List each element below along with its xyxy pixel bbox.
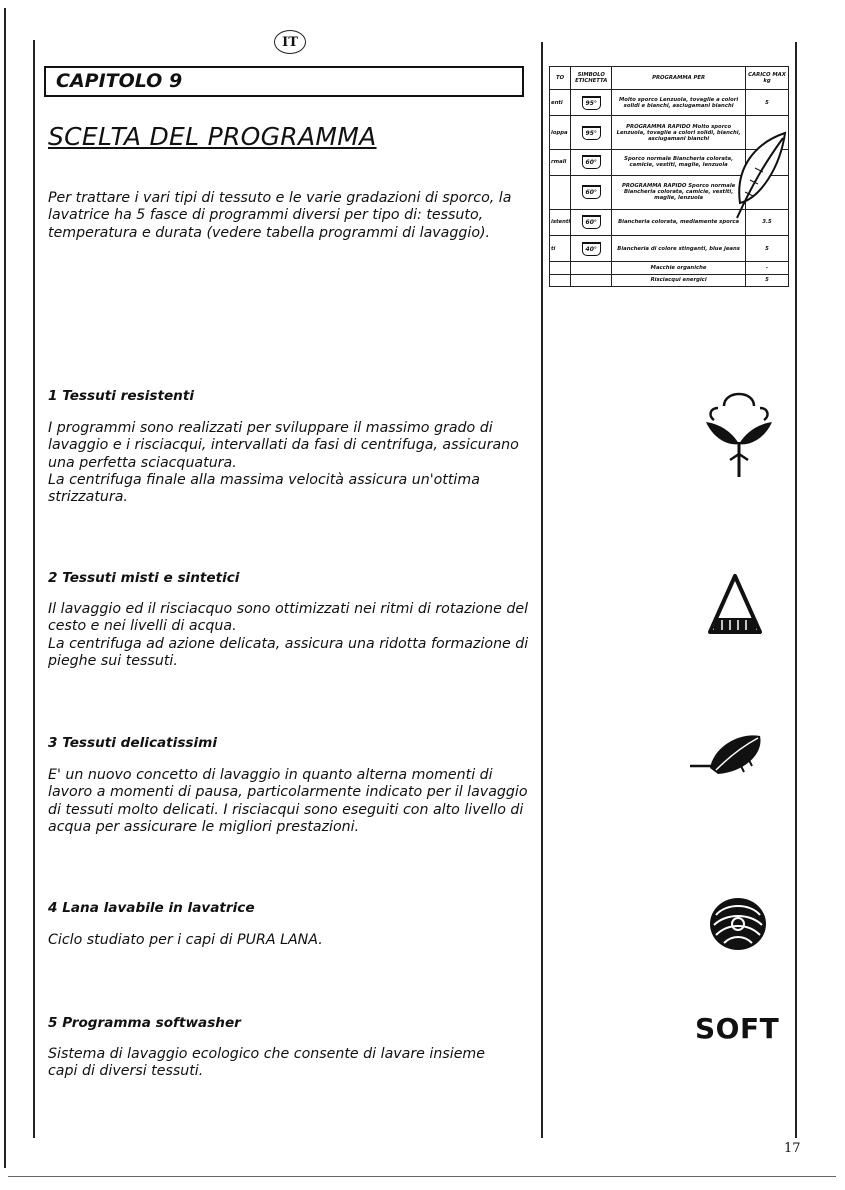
wash-tub-icon: 60° (582, 185, 601, 199)
table-cell-label: istenti (550, 209, 571, 235)
table-cell-label (550, 262, 571, 274)
section-3-paragraph-1: E' un nuovo concetto di lavaggio in quanto alterna momenti di lavoro a momenti di pausa, particolarmente indicato per il lavaggio di tessuti molto delicati. I risciacqui sono eseguiti con alto livello di acqua per assicurare le migliori prestazioni. (48, 767, 528, 836)
left-column-rule (33, 40, 35, 1138)
table-cell-symbol (571, 274, 612, 286)
table-row (550, 235, 789, 261)
section-2-paragraph-1: Il lavaggio ed il risciacquo sono ottimizzati nei ritmi di rotazione del cesto e nei livelli di acqua. (48, 601, 529, 635)
table-cell-program: Risciacqui energici (612, 274, 746, 286)
section-1-paragraph-2: La centrifuga finale alla massima velocità assicura un'ottima strizzatura. (48, 472, 480, 506)
table-cell-program: PROGRAMMA RAPIDO Sporco normale Biancheria colorata, camicie, vestiti, maglie, lenzuola (612, 176, 746, 209)
table-cell-program: Biancheria colorata, mediamente sporca (612, 209, 746, 235)
table-header-cell: PROGRAMMA PER (612, 67, 746, 90)
table-header-cell: SIMBOLO ETICHETTA (571, 67, 612, 90)
section-4-paragraph-1: Ciclo studiato per i capi di PURA LANA. (48, 932, 323, 948)
table-cell-symbol (571, 90, 612, 116)
table-cell-label: ioppa (550, 116, 571, 149)
table-cell-load: 5 (746, 90, 789, 116)
table-cell-load: - (746, 262, 789, 274)
wool-skein-icon (706, 895, 770, 953)
bottom-rule (8, 1176, 836, 1177)
table-cell-load: 5 (746, 235, 789, 261)
table-cell-symbol (571, 262, 612, 274)
page-number: 17 (784, 1141, 801, 1156)
table-cell-load: 5 (746, 274, 789, 286)
table-cell-symbol (571, 116, 612, 149)
wash-tub-icon: 40° (582, 242, 601, 256)
table-row (550, 90, 789, 116)
cotton-flower-icon (700, 382, 778, 482)
table-cell-label: rmali (550, 149, 571, 175)
section-heading-5: 5 Programma softwasher (48, 1015, 241, 1031)
wash-tub-icon: 60° (582, 215, 601, 229)
table-cell-program: Sporco normale Biancheria colorata, camicie, vestiti, maglie, lenzuola (612, 149, 746, 175)
table-cell-symbol (571, 235, 612, 261)
section-heading-4: 4 Lana lavabile in lavatrice (48, 900, 255, 916)
wash-tub-icon: 95° (582, 126, 601, 140)
chapter-heading: CAPITOLO 9 (44, 66, 524, 97)
table-cell-symbol (571, 149, 612, 175)
table-header-row (550, 67, 789, 90)
table-header-cell: CARICO MAX kg (746, 67, 789, 90)
table-cell-symbol (571, 176, 612, 209)
table-row (550, 262, 789, 274)
section-heading-3: 3 Tessuti delicatissimi (48, 735, 218, 751)
section-heading-2: 2 Tessuti misti e sintetici (48, 570, 240, 586)
table-cell-program: Molto sporco Lenzuola, tovaglie a colori solidi e bianchi, asciugamani bianchi (612, 90, 746, 116)
intro-paragraph: Per trattare i vari tipi di tessuto e le varie gradazioni di sporco, la lavatrice ha 5 fasce di programmi diversi per tipo di: tessuto, temperatura e durata (vedere tabella programmi di lavaggio). (48, 190, 512, 241)
wash-tub-icon: 95° (582, 96, 601, 110)
section-5-paragraph-1: Sistema di lavaggio ecologico che consente di lavare insieme capi di diversi tessuti. (48, 1046, 485, 1080)
page-title: SCELTA DEL PROGRAMMA (48, 122, 377, 151)
table-cell-label: enti (550, 90, 571, 116)
center-column-rule (541, 42, 543, 1138)
table-cell-program: Biancheria di colore stinganti, blue jeans (612, 235, 746, 261)
left-edge-rule (4, 8, 6, 1168)
table-cell-program: Macchie organiche (612, 262, 746, 274)
table-cell-label: ti (550, 235, 571, 261)
table-cell-program: PROGRAMMA RAPIDO Molto sporco Lenzuola, tovaglie a colori solidi, bianchi, asciugamani bianchi (612, 116, 746, 149)
feather-icon (688, 728, 768, 783)
language-badge: IT (274, 30, 306, 54)
table-cell-load: 3.5 (746, 209, 789, 235)
section-1-paragraph-1: I programmi sono realizzati per sviluppare il massimo grado di lavaggio e i risciacqui, intervallati da fasi di centrifuga, assicurano una perfetta sciacquatura. (48, 420, 519, 471)
table-cell-label (550, 176, 571, 209)
section-heading-1: 1 Tessuti resistenti (48, 388, 194, 404)
softwasher-label: SOFT (695, 1012, 780, 1045)
table-header-cell: TO (550, 67, 571, 90)
table-row (550, 274, 789, 286)
table-cell-symbol (571, 209, 612, 235)
right-column-rule (795, 42, 797, 1138)
synthetic-triangle-icon (704, 570, 766, 640)
wash-tub-icon: 60° (582, 155, 601, 169)
table-cell-label (550, 274, 571, 286)
feather-overlay-icon (715, 128, 795, 223)
section-2-paragraph-2: La centrifuga ad azione delicata, assicura una ridotta formazione di pieghe sui tessuti. (48, 636, 529, 670)
